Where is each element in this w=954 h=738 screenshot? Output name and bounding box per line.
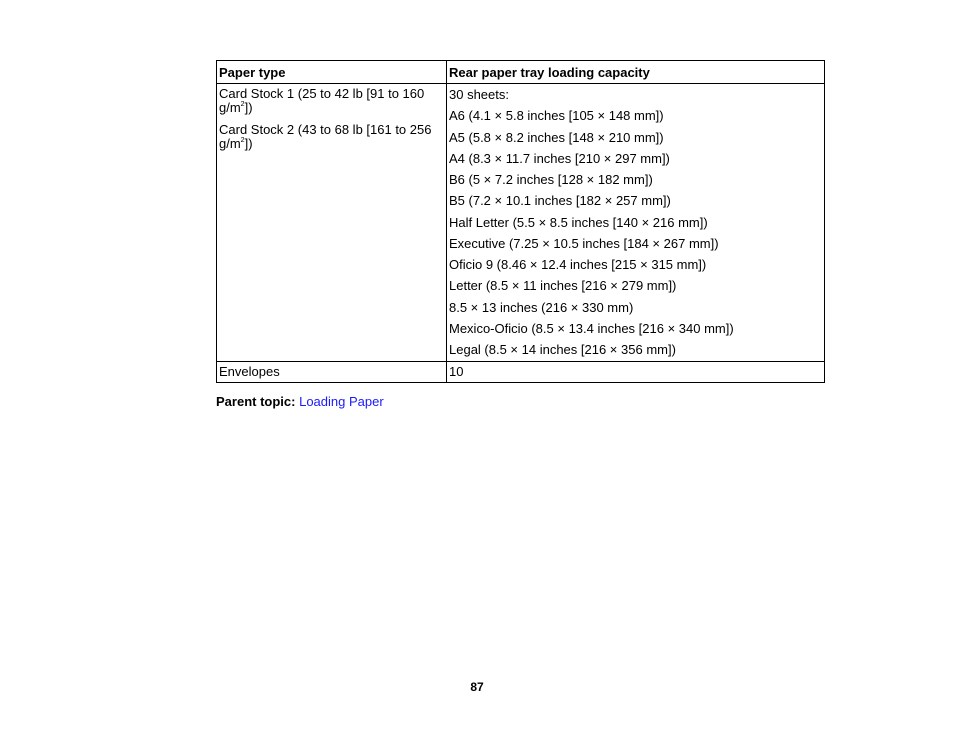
parent-topic-label: Parent topic: xyxy=(216,394,296,409)
capacity-line: Oficio 9 (8.46 × 12.4 inches [215 × 315 mm]) xyxy=(449,257,707,272)
table-row-envelopes xyxy=(217,362,825,383)
capacity-line: B5 (7.2 × 10.1 inches [182 × 257 mm]) xyxy=(449,193,671,209)
capacity-line: 30 sheets: xyxy=(449,87,509,102)
parent-topic-link[interactable]: Loading Paper xyxy=(299,394,384,409)
table-row-card-stock xyxy=(217,84,825,362)
page-number: 87 xyxy=(470,680,484,694)
paper-capacity-table xyxy=(216,60,825,383)
capacity-line: B6 (5 × 7.2 inches [128 × 182 mm]) xyxy=(449,172,653,187)
card-stock-capacity-cell xyxy=(447,84,825,362)
table-header-row xyxy=(217,61,825,84)
capacity-line: Mexico-Oficio (8.5 × 13.4 inches [216 × 340 mm]) xyxy=(449,320,734,336)
capacity-line: 8.5 × 13 inches (216 × 330 mm) xyxy=(449,299,634,315)
card-stock-1-label: Card Stock 1 (25 to 42 lb [91 to 160 $g/m^2$]) xyxy=(219,86,425,115)
header-paper-type: Paper type xyxy=(217,61,447,84)
card-stock-2-label: Card Stock 2 (43 to 68 lb [161 to 256 $g/m^2$]) xyxy=(219,122,432,151)
header-capacity: Rear paper tray loading capacity xyxy=(447,61,825,84)
capacity-line: A4 (8.3 × 11.7 inches [210 × 297 mm]) xyxy=(449,150,670,166)
capacity-line: Letter (8.5 × 11 inches [216 × 279 mm]) xyxy=(449,278,677,294)
capacity-line: Half Letter (5.5 × 8.5 inches [140 × 216 mm]) xyxy=(449,214,708,230)
capacity-line: A6 (4.1 × 5.8 inches [105 × 148 mm]) xyxy=(449,108,664,124)
envelopes-capacity-cell: 10 xyxy=(447,362,825,383)
capacity-line: Executive (7.25 × 10.5 inches [184 × 267 mm]) xyxy=(449,235,719,251)
card-stock-types-cell xyxy=(217,84,447,362)
capacity-line: A5 (5.8 × 8.2 inches [148 × 210 mm]) xyxy=(449,129,664,145)
parent-topic xyxy=(216,394,384,410)
envelopes-type-cell: Envelopes xyxy=(217,362,447,383)
capacity-line: Legal (8.5 × 14 inches [216 × 356 mm]) xyxy=(449,342,676,357)
